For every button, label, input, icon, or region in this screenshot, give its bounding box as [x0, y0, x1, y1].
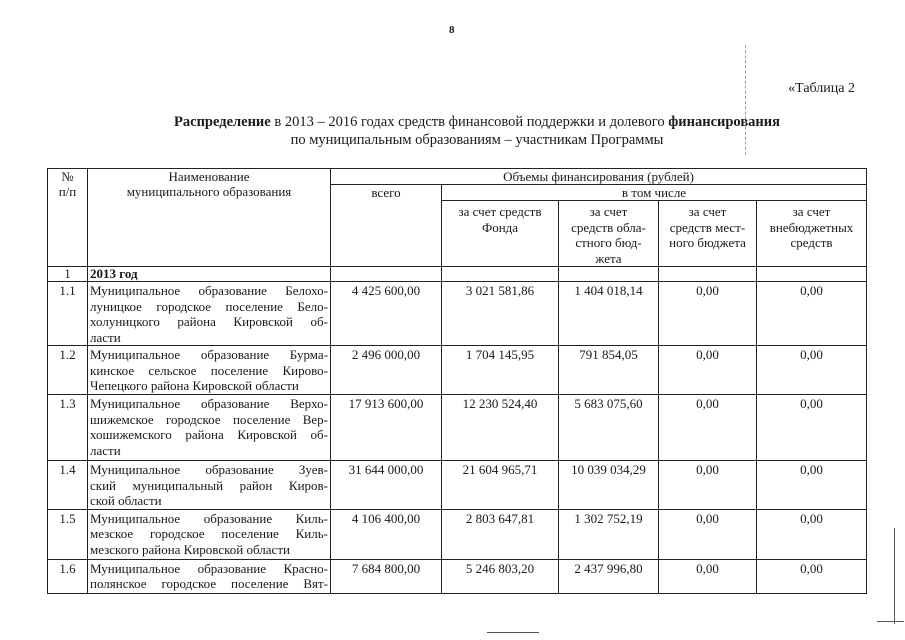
row-number: 1.5 [48, 509, 88, 559]
total-amount: 17 913 600,00 [331, 395, 442, 461]
municipality-name [88, 461, 331, 510]
regional-budget-amount: 5 683 075,60 [559, 395, 659, 461]
table-row [48, 509, 867, 559]
local-budget-amount: 0,00 [659, 282, 757, 346]
row-number: 1.4 [48, 461, 88, 510]
total-amount: 31 644 000,00 [331, 461, 442, 510]
municipality-name [88, 282, 331, 346]
header-line: средств [790, 235, 833, 250]
table-row [48, 559, 867, 593]
extrabudgetary-amount: 0,00 [757, 461, 867, 510]
total-amount: 2 496 000,00 [331, 346, 442, 395]
table-row [48, 346, 867, 395]
header-line: за счет [792, 204, 831, 219]
header-line: за счет средств [458, 204, 542, 219]
header-extrabudgetary [757, 201, 867, 267]
name-line: ласти [90, 442, 121, 458]
header-line: п/п [58, 184, 77, 199]
regional-budget-amount: 1 404 018,14 [559, 282, 659, 346]
name-line: Муниципальное образование Красно- [90, 560, 328, 576]
header-line: средств обла- [571, 219, 646, 235]
name-line: Муниципальное образование Бурма- [90, 347, 328, 362]
municipality-name [88, 509, 331, 559]
scan-mark [745, 45, 746, 155]
local-budget-amount: 0,00 [659, 559, 757, 593]
header-line: за счет [589, 204, 628, 219]
header-line: стного бюд- [575, 235, 642, 250]
title-line-1 [127, 113, 827, 131]
document-title [127, 113, 827, 149]
table-row [48, 395, 867, 461]
header-local-budget [659, 201, 757, 267]
header-row [48, 169, 867, 185]
name-line: Муниципальное образование Белохо- [90, 283, 328, 298]
header-line: жета [595, 250, 622, 266]
name-line: Муниципальное образование Зуев- [90, 462, 328, 477]
section-row [48, 267, 867, 282]
municipality-name [88, 395, 331, 461]
empty-cell [442, 267, 559, 282]
regional-budget-amount: 2 437 996,80 [559, 559, 659, 593]
name-line: Муниципальное образование Киль- [90, 510, 328, 526]
name-line: Чепецкого района Кировской области [90, 378, 299, 393]
local-budget-amount: 0,00 [659, 461, 757, 510]
total-amount: 7 684 800,00 [331, 559, 442, 593]
header-line: Фонда [481, 219, 519, 235]
total-amount: 4 106 400,00 [331, 509, 442, 559]
scan-mark [487, 632, 539, 633]
name-line: кинское сельское поселение Кирово- [90, 362, 328, 378]
table-row [48, 461, 867, 510]
local-budget-amount: 0,00 [659, 509, 757, 559]
header-municipality-name [88, 169, 331, 267]
row-number: 1.2 [48, 346, 88, 395]
fund-amount: 21 604 965,71 [442, 461, 559, 510]
scan-mark [877, 621, 904, 622]
header-line: Наименование [168, 169, 250, 184]
name-line: мезское городское поселение Киль- [90, 526, 328, 541]
fund-amount: 12 230 524,40 [442, 395, 559, 461]
regional-budget-amount: 1 302 752,19 [559, 509, 659, 559]
financing-table [47, 168, 867, 594]
empty-cell [331, 267, 442, 282]
header-line: муниципального образования [126, 184, 292, 199]
name-line: ской области [90, 493, 162, 508]
header-fund [442, 201, 559, 267]
empty-cell [757, 267, 867, 282]
header-line: за счет [688, 204, 727, 219]
empty-cell [559, 267, 659, 282]
row-number: 1.3 [48, 395, 88, 461]
extrabudgetary-amount: 0,00 [757, 509, 867, 559]
local-budget-amount: 0,00 [659, 346, 757, 395]
header-line: внебюджетных [769, 219, 854, 235]
total-amount: 4 425 600,00 [331, 282, 442, 346]
name-line: полянское городское поселение Вят- [90, 576, 328, 591]
title-bold-start: Распределение [174, 114, 271, 130]
extrabudgetary-amount: 0,00 [757, 346, 867, 395]
municipality-name [88, 346, 331, 395]
regional-budget-amount: 10 039 034,29 [559, 461, 659, 510]
extrabudgetary-amount: 0,00 [757, 559, 867, 593]
header-including: в том числе [442, 185, 867, 201]
municipality-name [88, 559, 331, 593]
scan-mark [894, 528, 895, 624]
title-bold-end: финансирования [668, 114, 780, 130]
name-line: ласти [90, 329, 121, 345]
header-financing-volumes: Объемы финансирования (рублей) [331, 169, 867, 185]
header-line: № [61, 169, 74, 184]
table-caption: «Таблица 2 [788, 81, 855, 96]
header-line: средств мест- [669, 219, 746, 235]
section-number: 1 [48, 267, 88, 282]
fund-amount: 5 246 803,20 [442, 559, 559, 593]
header-total: всего [331, 185, 442, 267]
name-line: луницкое городское поселение Бело- [90, 298, 328, 314]
row-number: 1.6 [48, 559, 88, 593]
name-line: мезского района Кировской области [90, 541, 290, 557]
name-line: хошижемского района Кировской об- [90, 427, 328, 442]
extrabudgetary-amount: 0,00 [757, 395, 867, 461]
fund-amount: 3 021 581,86 [442, 282, 559, 346]
fund-amount: 1 704 145,95 [442, 346, 559, 395]
name-line: шижемское городское поселение Вер- [90, 411, 328, 427]
page-number: 8 [449, 24, 455, 36]
section-label: 2013 год [88, 267, 331, 282]
header-number [48, 169, 88, 267]
header-regional-budget [559, 201, 659, 267]
table-row [48, 282, 867, 346]
regional-budget-amount: 791 854,05 [559, 346, 659, 395]
name-line: Муниципальное образование Верхо- [90, 396, 328, 411]
row-number: 1.1 [48, 282, 88, 346]
fund-amount: 2 803 647,81 [442, 509, 559, 559]
title-line-2: по муниципальным образованиям – участникам Программы [290, 132, 664, 148]
empty-cell [659, 267, 757, 282]
title-middle: в 2013 – 2016 годах средств финансовой поддержки и долевого [270, 114, 669, 130]
header-line: ного бюджета [669, 235, 746, 250]
local-budget-amount: 0,00 [659, 395, 757, 461]
extrabudgetary-amount: 0,00 [757, 282, 867, 346]
name-line: холуницкого района Кировской об- [90, 314, 328, 329]
name-line: ский муниципальный район Киров- [90, 477, 328, 493]
